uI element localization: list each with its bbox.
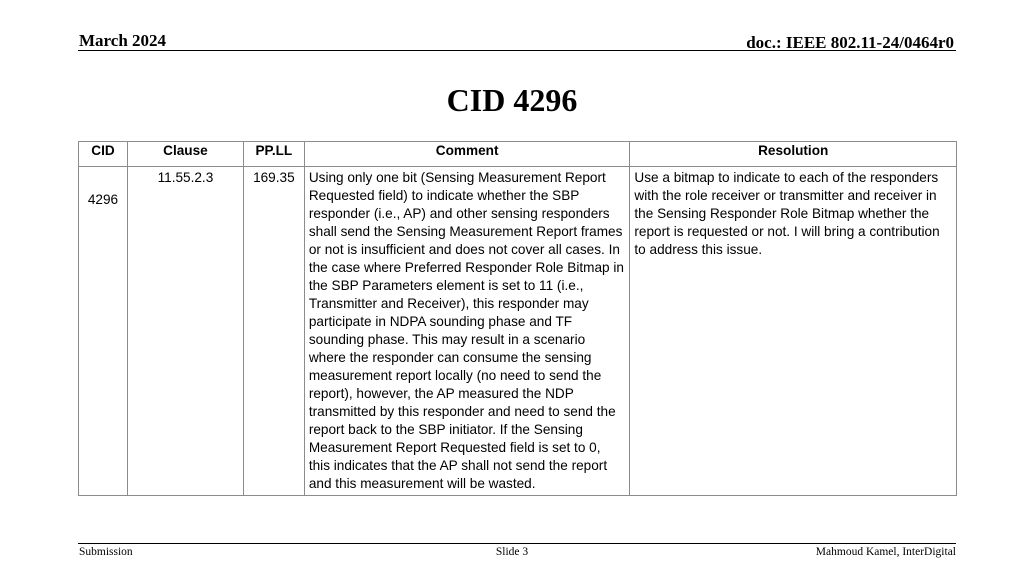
footer-slide-number: Slide 3: [495, 546, 529, 558]
column-header-ppll: PP.LL: [243, 142, 304, 167]
table-header-row: [79, 142, 957, 167]
footer-submission: Submission: [79, 546, 133, 558]
footer-divider: [78, 543, 956, 544]
header-date: March 2024: [79, 31, 167, 50]
cell-comment: Using only one bit (Sensing Measurement Report Requested field) to indicate whether the SBP responder (i.e., AP) and other sensing responders shall send the Sensing Measurement Report frames or not is insufficient and does not cover all cases. In the case where Preferred Responder Role Bitmap in the SBP Parameters element is set to 11 (i.e., Transmitter and Receiver), this responder may participate in NDPA sounding phase and TF sounding phase. This may result in a scenario where the responder can consume the sensing measurement report locally (no need to send the report), however, the AP measured the NDP transmitted by this responder and need to send the report back to the SBP initiator. If the Sensing Measurement Report Requested field is set to 0, this indicates that the AP shall not send the report and this measurement will be wasted.: [304, 167, 630, 496]
slide-title: CID 4296: [446, 82, 578, 118]
header-doc-id: doc.: IEEE 802.11-24/0464r0: [746, 33, 954, 52]
column-header-clause: Clause: [127, 142, 243, 167]
column-header-cid: CID: [79, 142, 128, 167]
column-header-comment: Comment: [304, 142, 630, 167]
comment-table: [78, 141, 957, 496]
cell-clause: 11.55.2.3: [127, 167, 243, 496]
column-header-resolution: Resolution: [630, 142, 957, 167]
header-divider: [78, 50, 956, 51]
cell-ppll: 169.35: [243, 167, 304, 496]
cell-cid: 4296: [79, 167, 128, 496]
cell-resolution: Use a bitmap to indicate to each of the responders with the role receiver or transmitter and receiver in the Sensing Responder Role Bitmap whether the report is requested or not. I will bring a contribution to address this issue.: [630, 167, 957, 496]
footer-author: Mahmoud Kamel, InterDigital: [815, 546, 956, 558]
table-row: [79, 167, 957, 496]
